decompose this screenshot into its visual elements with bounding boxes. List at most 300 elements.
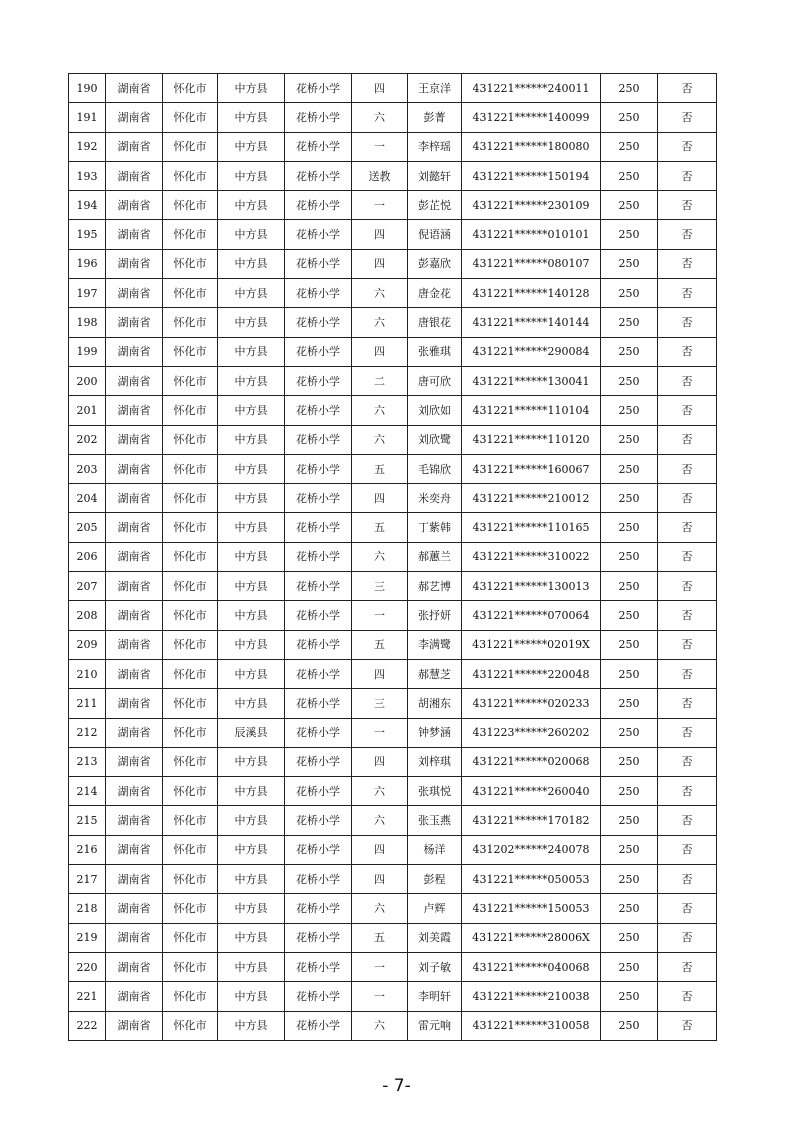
index-cell: 196	[69, 249, 106, 278]
grade-cell: 四	[352, 747, 408, 776]
id-number-cell: 431221******310022	[462, 542, 601, 571]
province-cell: 湖南省	[106, 161, 163, 190]
school-cell: 花桥小学	[285, 923, 352, 952]
id-number-cell: 431221******050053	[462, 865, 601, 894]
table-row	[69, 601, 717, 630]
table-row	[69, 806, 717, 835]
id-number-cell: 431221******260040	[462, 777, 601, 806]
amount-cell: 250	[601, 777, 658, 806]
amount-cell: 250	[601, 366, 658, 395]
flag-cell: 否	[658, 279, 717, 308]
county-cell: 中方县	[218, 103, 285, 132]
city-cell: 怀化市	[163, 659, 218, 688]
index-cell: 198	[69, 308, 106, 337]
county-cell: 中方县	[218, 366, 285, 395]
county-cell: 中方县	[218, 806, 285, 835]
city-cell: 怀化市	[163, 425, 218, 454]
table-row	[69, 220, 717, 249]
county-cell: 中方县	[218, 220, 285, 249]
grade-cell: 四	[352, 484, 408, 513]
id-number-cell: 431221******130041	[462, 366, 601, 395]
student-name-cell: 杨洋	[408, 835, 462, 864]
grade-cell: 四	[352, 835, 408, 864]
student-name-cell: 郝蕙兰	[408, 542, 462, 571]
student-name-cell: 李明轩	[408, 982, 462, 1011]
student-name-cell: 唐银花	[408, 308, 462, 337]
table-row	[69, 396, 717, 425]
school-cell: 花桥小学	[285, 425, 352, 454]
flag-cell: 否	[658, 865, 717, 894]
id-number-cell: 431221******140099	[462, 103, 601, 132]
student-name-cell: 张抒妍	[408, 601, 462, 630]
index-cell: 221	[69, 982, 106, 1011]
amount-cell: 250	[601, 308, 658, 337]
student-name-cell: 唐金花	[408, 279, 462, 308]
school-cell: 花桥小学	[285, 718, 352, 747]
student-table	[68, 73, 717, 1041]
province-cell: 湖南省	[106, 74, 163, 103]
amount-cell: 250	[601, 132, 658, 161]
province-cell: 湖南省	[106, 454, 163, 483]
city-cell: 怀化市	[163, 308, 218, 337]
school-cell: 花桥小学	[285, 396, 352, 425]
table-row	[69, 308, 717, 337]
flag-cell: 否	[658, 74, 717, 103]
grade-cell: 四	[352, 220, 408, 249]
student-name-cell: 米奕舟	[408, 484, 462, 513]
index-cell: 201	[69, 396, 106, 425]
county-cell: 中方县	[218, 894, 285, 923]
flag-cell: 否	[658, 161, 717, 190]
table-row	[69, 74, 717, 103]
student-name-cell: 李梓瑶	[408, 132, 462, 161]
flag-cell: 否	[658, 513, 717, 542]
index-cell: 197	[69, 279, 106, 308]
index-cell: 216	[69, 835, 106, 864]
id-number-cell: 431221******210038	[462, 982, 601, 1011]
student-name-cell: 倪语涵	[408, 220, 462, 249]
school-cell: 花桥小学	[285, 132, 352, 161]
grade-cell: 四	[352, 249, 408, 278]
student-name-cell: 王京洋	[408, 74, 462, 103]
city-cell: 怀化市	[163, 132, 218, 161]
province-cell: 湖南省	[106, 484, 163, 513]
school-cell: 花桥小学	[285, 835, 352, 864]
id-number-cell: 431221******28006X	[462, 923, 601, 952]
student-name-cell: 张雅琪	[408, 337, 462, 366]
province-cell: 湖南省	[106, 630, 163, 659]
city-cell: 怀化市	[163, 777, 218, 806]
county-cell: 中方县	[218, 630, 285, 659]
amount-cell: 250	[601, 952, 658, 981]
index-cell: 219	[69, 923, 106, 952]
flag-cell: 否	[658, 718, 717, 747]
city-cell: 怀化市	[163, 513, 218, 542]
city-cell: 怀化市	[163, 572, 218, 601]
school-cell: 花桥小学	[285, 542, 352, 571]
id-number-cell: 431202******240078	[462, 835, 601, 864]
province-cell: 湖南省	[106, 191, 163, 220]
student-name-cell: 彭嘉欣	[408, 249, 462, 278]
grade-cell: 六	[352, 777, 408, 806]
student-name-cell: 卢辉	[408, 894, 462, 923]
table-row	[69, 835, 717, 864]
grade-cell: 五	[352, 923, 408, 952]
index-cell: 215	[69, 806, 106, 835]
id-number-cell: 431221******310058	[462, 1011, 601, 1040]
flag-cell: 否	[658, 572, 717, 601]
province-cell: 湖南省	[106, 923, 163, 952]
city-cell: 怀化市	[163, 220, 218, 249]
city-cell: 怀化市	[163, 865, 218, 894]
county-cell: 中方县	[218, 835, 285, 864]
county-cell: 中方县	[218, 454, 285, 483]
table-row	[69, 630, 717, 659]
grade-cell: 六	[352, 103, 408, 132]
flag-cell: 否	[658, 220, 717, 249]
amount-cell: 250	[601, 249, 658, 278]
province-cell: 湖南省	[106, 308, 163, 337]
city-cell: 怀化市	[163, 923, 218, 952]
school-cell: 花桥小学	[285, 74, 352, 103]
province-cell: 湖南省	[106, 777, 163, 806]
school-cell: 花桥小学	[285, 220, 352, 249]
grade-cell: 六	[352, 396, 408, 425]
id-number-cell: 431221******070064	[462, 601, 601, 630]
index-cell: 211	[69, 689, 106, 718]
flag-cell: 否	[658, 982, 717, 1011]
student-name-cell: 刘欣如	[408, 396, 462, 425]
id-number-cell: 431221******110120	[462, 425, 601, 454]
grade-cell: 二	[352, 366, 408, 395]
county-cell: 中方县	[218, 1011, 285, 1040]
student-name-cell: 刘梓琪	[408, 747, 462, 776]
student-name-cell: 郝艺博	[408, 572, 462, 601]
city-cell: 怀化市	[163, 337, 218, 366]
city-cell: 怀化市	[163, 74, 218, 103]
id-number-cell: 431221******140128	[462, 279, 601, 308]
id-number-cell: 431221******160067	[462, 454, 601, 483]
province-cell: 湖南省	[106, 982, 163, 1011]
amount-cell: 250	[601, 572, 658, 601]
id-number-cell: 431221******150194	[462, 161, 601, 190]
student-name-cell: 雷元响	[408, 1011, 462, 1040]
province-cell: 湖南省	[106, 601, 163, 630]
province-cell: 湖南省	[106, 1011, 163, 1040]
index-cell: 205	[69, 513, 106, 542]
flag-cell: 否	[658, 747, 717, 776]
student-name-cell: 彭程	[408, 865, 462, 894]
table-row	[69, 337, 717, 366]
province-cell: 湖南省	[106, 835, 163, 864]
county-cell: 中方县	[218, 689, 285, 718]
id-number-cell: 431221******010101	[462, 220, 601, 249]
flag-cell: 否	[658, 894, 717, 923]
city-cell: 怀化市	[163, 454, 218, 483]
index-cell: 204	[69, 484, 106, 513]
grade-cell: 六	[352, 894, 408, 923]
student-name-cell: 胡湘东	[408, 689, 462, 718]
flag-cell: 否	[658, 806, 717, 835]
county-cell: 辰溪县	[218, 718, 285, 747]
county-cell: 中方县	[218, 513, 285, 542]
province-cell: 湖南省	[106, 132, 163, 161]
grade-cell: 五	[352, 454, 408, 483]
school-cell: 花桥小学	[285, 952, 352, 981]
table-row	[69, 689, 717, 718]
grade-cell: 三	[352, 572, 408, 601]
index-cell: 194	[69, 191, 106, 220]
table-row	[69, 894, 717, 923]
table-row	[69, 659, 717, 688]
amount-cell: 250	[601, 747, 658, 776]
flag-cell: 否	[658, 366, 717, 395]
school-cell: 花桥小学	[285, 161, 352, 190]
city-cell: 怀化市	[163, 366, 218, 395]
id-number-cell: 431221******230109	[462, 191, 601, 220]
table-row	[69, 865, 717, 894]
amount-cell: 250	[601, 689, 658, 718]
id-number-cell: 431221******02019X	[462, 630, 601, 659]
county-cell: 中方县	[218, 542, 285, 571]
flag-cell: 否	[658, 396, 717, 425]
id-number-cell: 431221******210012	[462, 484, 601, 513]
index-cell: 222	[69, 1011, 106, 1040]
county-cell: 中方县	[218, 747, 285, 776]
county-cell: 中方县	[218, 425, 285, 454]
student-name-cell: 刘美霞	[408, 923, 462, 952]
index-cell: 200	[69, 366, 106, 395]
index-cell: 212	[69, 718, 106, 747]
grade-cell: 一	[352, 982, 408, 1011]
table-body	[69, 74, 717, 1041]
table-row	[69, 132, 717, 161]
table-row	[69, 249, 717, 278]
index-cell: 209	[69, 630, 106, 659]
county-cell: 中方县	[218, 161, 285, 190]
student-name-cell: 彭菁	[408, 103, 462, 132]
index-cell: 217	[69, 865, 106, 894]
grade-cell: 六	[352, 279, 408, 308]
table-row	[69, 982, 717, 1011]
amount-cell: 250	[601, 894, 658, 923]
index-cell: 206	[69, 542, 106, 571]
city-cell: 怀化市	[163, 630, 218, 659]
index-cell: 199	[69, 337, 106, 366]
grade-cell: 六	[352, 806, 408, 835]
city-cell: 怀化市	[163, 161, 218, 190]
school-cell: 花桥小学	[285, 513, 352, 542]
grade-cell: 一	[352, 132, 408, 161]
amount-cell: 250	[601, 806, 658, 835]
city-cell: 怀化市	[163, 279, 218, 308]
id-number-cell: 431221******020068	[462, 747, 601, 776]
school-cell: 花桥小学	[285, 308, 352, 337]
id-number-cell: 431221******040068	[462, 952, 601, 981]
flag-cell: 否	[658, 1011, 717, 1040]
student-name-cell: 张琪悦	[408, 777, 462, 806]
student-name-cell: 张玉燕	[408, 806, 462, 835]
school-cell: 花桥小学	[285, 249, 352, 278]
province-cell: 湖南省	[106, 542, 163, 571]
amount-cell: 250	[601, 659, 658, 688]
flag-cell: 否	[658, 337, 717, 366]
amount-cell: 250	[601, 279, 658, 308]
amount-cell: 250	[601, 1011, 658, 1040]
school-cell: 花桥小学	[285, 865, 352, 894]
id-number-cell: 431221******220048	[462, 659, 601, 688]
school-cell: 花桥小学	[285, 894, 352, 923]
county-cell: 中方县	[218, 777, 285, 806]
table-row	[69, 279, 717, 308]
school-cell: 花桥小学	[285, 484, 352, 513]
index-cell: 192	[69, 132, 106, 161]
table-row	[69, 923, 717, 952]
grade-cell: 一	[352, 191, 408, 220]
province-cell: 湖南省	[106, 718, 163, 747]
grade-cell: 六	[352, 1011, 408, 1040]
amount-cell: 250	[601, 923, 658, 952]
id-number-cell: 431221******150053	[462, 894, 601, 923]
flag-cell: 否	[658, 132, 717, 161]
school-cell: 花桥小学	[285, 777, 352, 806]
flag-cell: 否	[658, 689, 717, 718]
table-row	[69, 161, 717, 190]
province-cell: 湖南省	[106, 806, 163, 835]
province-cell: 湖南省	[106, 279, 163, 308]
county-cell: 中方县	[218, 484, 285, 513]
amount-cell: 250	[601, 337, 658, 366]
grade-cell: 一	[352, 952, 408, 981]
city-cell: 怀化市	[163, 191, 218, 220]
index-cell: 190	[69, 74, 106, 103]
county-cell: 中方县	[218, 923, 285, 952]
province-cell: 湖南省	[106, 659, 163, 688]
amount-cell: 250	[601, 425, 658, 454]
index-cell: 195	[69, 220, 106, 249]
grade-cell: 六	[352, 542, 408, 571]
school-cell: 花桥小学	[285, 366, 352, 395]
school-cell: 花桥小学	[285, 659, 352, 688]
province-cell: 湖南省	[106, 747, 163, 776]
county-cell: 中方县	[218, 249, 285, 278]
county-cell: 中方县	[218, 659, 285, 688]
table-row	[69, 542, 717, 571]
school-cell: 花桥小学	[285, 454, 352, 483]
index-cell: 207	[69, 572, 106, 601]
city-cell: 怀化市	[163, 484, 218, 513]
student-name-cell: 李满鹭	[408, 630, 462, 659]
city-cell: 怀化市	[163, 718, 218, 747]
table-row	[69, 777, 717, 806]
school-cell: 花桥小学	[285, 572, 352, 601]
index-cell: 203	[69, 454, 106, 483]
id-number-cell: 431221******110165	[462, 513, 601, 542]
city-cell: 怀化市	[163, 103, 218, 132]
index-cell: 220	[69, 952, 106, 981]
grade-cell: 四	[352, 74, 408, 103]
grade-cell: 六	[352, 308, 408, 337]
province-cell: 湖南省	[106, 572, 163, 601]
id-number-cell: 431221******170182	[462, 806, 601, 835]
city-cell: 怀化市	[163, 952, 218, 981]
county-cell: 中方县	[218, 74, 285, 103]
grade-cell: 一	[352, 601, 408, 630]
table-row	[69, 1011, 717, 1040]
table-row	[69, 484, 717, 513]
county-cell: 中方县	[218, 601, 285, 630]
county-cell: 中方县	[218, 337, 285, 366]
student-name-cell: 钟梦涵	[408, 718, 462, 747]
index-cell: 214	[69, 777, 106, 806]
flag-cell: 否	[658, 923, 717, 952]
county-cell: 中方县	[218, 982, 285, 1011]
table-row	[69, 425, 717, 454]
amount-cell: 250	[601, 630, 658, 659]
amount-cell: 250	[601, 161, 658, 190]
grade-cell: 四	[352, 865, 408, 894]
id-number-cell: 431221******130013	[462, 572, 601, 601]
county-cell: 中方县	[218, 572, 285, 601]
province-cell: 湖南省	[106, 220, 163, 249]
table-row	[69, 454, 717, 483]
student-name-cell: 毛锦欣	[408, 454, 462, 483]
county-cell: 中方县	[218, 132, 285, 161]
grade-cell: 五	[352, 513, 408, 542]
amount-cell: 250	[601, 220, 658, 249]
table-row	[69, 366, 717, 395]
city-cell: 怀化市	[163, 249, 218, 278]
table-row	[69, 572, 717, 601]
student-name-cell: 刘懿轩	[408, 161, 462, 190]
amount-cell: 250	[601, 454, 658, 483]
province-cell: 湖南省	[106, 249, 163, 278]
amount-cell: 250	[601, 396, 658, 425]
id-number-cell: 431221******020233	[462, 689, 601, 718]
city-cell: 怀化市	[163, 747, 218, 776]
id-number-cell: 431221******110104	[462, 396, 601, 425]
city-cell: 怀化市	[163, 806, 218, 835]
table-row	[69, 952, 717, 981]
flag-cell: 否	[658, 454, 717, 483]
province-cell: 湖南省	[106, 103, 163, 132]
student-name-cell: 刘子敏	[408, 952, 462, 981]
grade-cell: 四	[352, 337, 408, 366]
id-number-cell: 431221******290084	[462, 337, 601, 366]
amount-cell: 250	[601, 982, 658, 1011]
school-cell: 花桥小学	[285, 1011, 352, 1040]
amount-cell: 250	[601, 865, 658, 894]
county-cell: 中方县	[218, 865, 285, 894]
amount-cell: 250	[601, 542, 658, 571]
id-number-cell: 431221******180080	[462, 132, 601, 161]
table-row	[69, 103, 717, 132]
flag-cell: 否	[658, 630, 717, 659]
school-cell: 花桥小学	[285, 337, 352, 366]
amount-cell: 250	[601, 513, 658, 542]
city-cell: 怀化市	[163, 396, 218, 425]
school-cell: 花桥小学	[285, 689, 352, 718]
province-cell: 湖南省	[106, 952, 163, 981]
school-cell: 花桥小学	[285, 191, 352, 220]
city-cell: 怀化市	[163, 894, 218, 923]
amount-cell: 250	[601, 601, 658, 630]
amount-cell: 250	[601, 103, 658, 132]
table-row	[69, 747, 717, 776]
table-row	[69, 513, 717, 542]
student-name-cell: 唐可欣	[408, 366, 462, 395]
index-cell: 218	[69, 894, 106, 923]
